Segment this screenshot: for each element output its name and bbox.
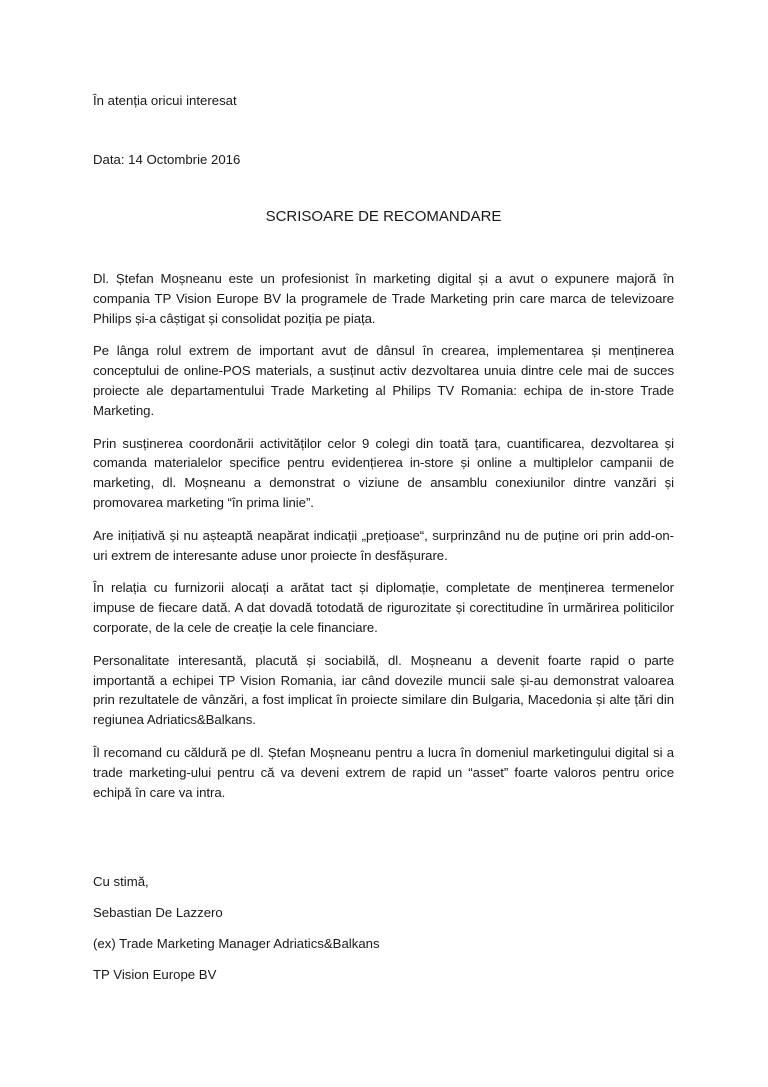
body-paragraph: Prin susținerea coordonării activităților celor 9 colegi din toată țara, cuantificarea, dezvoltarea și comanda materialelor specifice pentru evidențierea in-store și online a multiplelor campanii de marketing, dl. Moșneanu a demonstrat o viziune de ansamblu conexiunilor dintre vanzări și promovarea marketing “în prima linie”. <box>93 435 674 510</box>
letter-body <box>93 269 674 815</box>
body-paragraph: Îl recomand cu căldură pe dl. Ștefan Moșneanu pentru a lucra în domeniul marketingului digital si a trade marketing-ului pentru că va deveni extrem de rapid un “asset” foarte valoros pentru orice echipă în care va intra. <box>93 744 674 800</box>
body-paragraph: Pe lânga rolul extrem de important avut de dânsul în crearea, implementarea și menținerea conceptului de online-POS materials, a susținut activ dezvoltarea unuia dintre cele mai de succes proiecte ale departamentului Trade Marketing al Philips TV Romania: echipa de in-store Trade Marketing. <box>93 343 674 418</box>
body-paragraph: În relația cu furnizorii alocați a arătat tact și diplomație, completate de menținerea termenelor impuse de fiecare dată. A dat dovadă totodată de rigurozitate și corectitudine în urmărirea politicilor corporate, de la cele de creație la cele financiare. <box>93 580 674 635</box>
signer-role: (ex) Trade Marketing Manager Adriatics&Balkans <box>93 936 380 951</box>
letter-title: SCRISOARE DE RECOMANDARE <box>265 208 502 225</box>
attention-line: În atenția oricui interesat <box>93 93 237 108</box>
signer-company: TP Vision Europe BV <box>93 967 217 982</box>
body-paragraph: Personalitate interesantă, placută și sociabilă, dl. Moșneanu a devenit foarte rapid o parte importantă a echipei TP Vision Romania, iar când dovezile muncii sale și-au demonstrat valoarea prin rezultatele de vânzări, a fost implicat în proiecte similare din Bulgaria, Macedonia și alte țări din regiunea Adriatics&Balkans. <box>93 652 674 728</box>
signature-block <box>93 872 674 996</box>
closing-salutation: Cu stimă, <box>93 874 149 889</box>
signer-name: Sebastian De Lazzero <box>93 905 223 920</box>
body-paragraph: Dl. Ștefan Moșneanu este un profesionist în marketing digital și a avut o expunere majoră în compania TP Vision Europe BV la programele de Trade Marketing prin care marca de televizoare Philips și-a câștigat și consolidat poziția pe piața. <box>93 271 674 326</box>
letter-date: Data: 14 Octombrie 2016 <box>93 152 241 167</box>
body-paragraph: Are inițiativă și nu așteaptă neapărat indicații „prețioase“, surprinzând nu de puține ori prin add-on-uri extrem de interesante aduse unor proiecte în desfășurare. <box>93 527 674 563</box>
